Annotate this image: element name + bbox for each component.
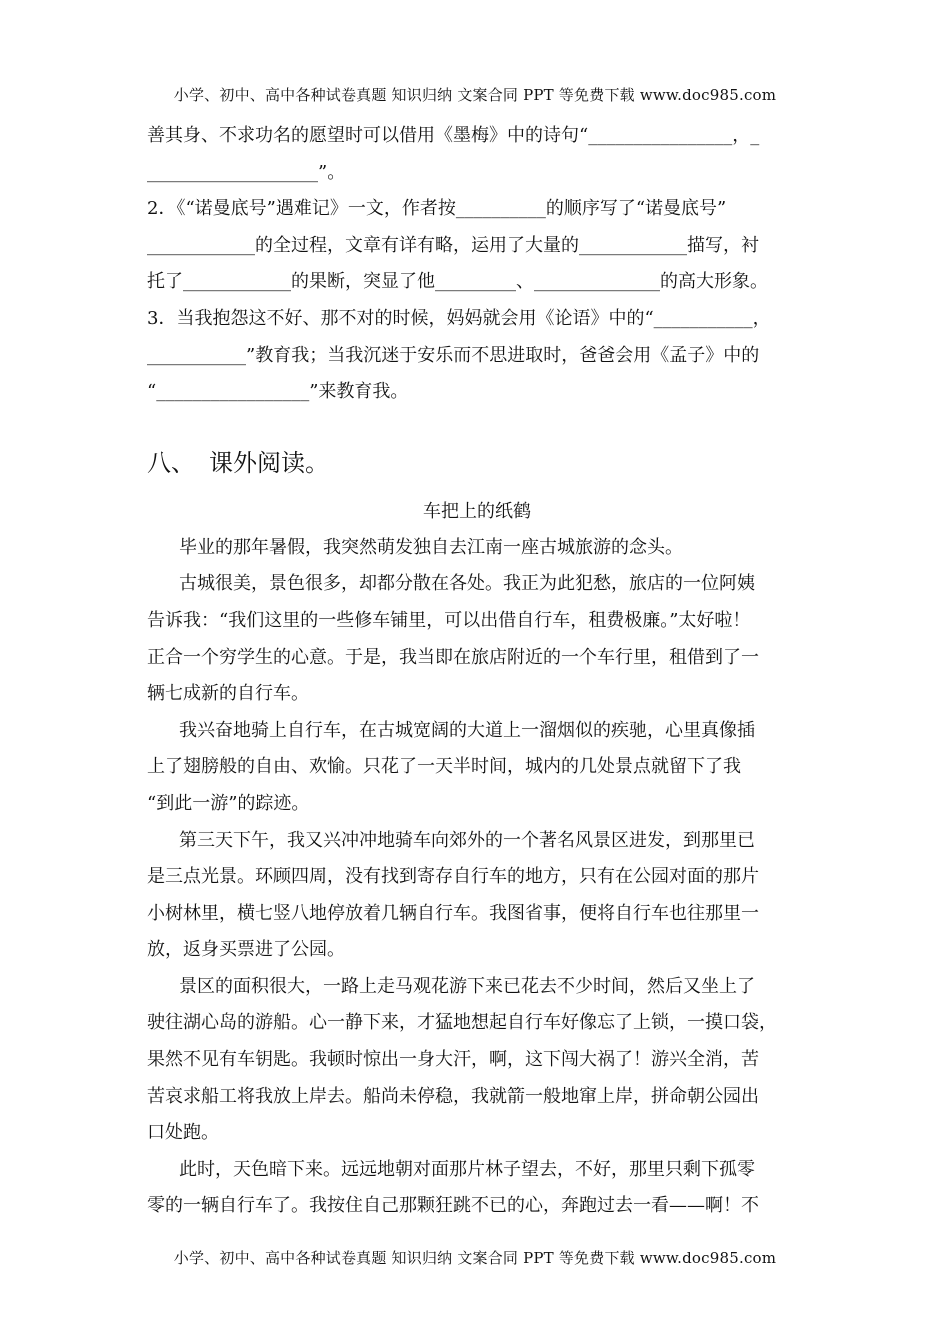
story-line: 果然不见有车钥匙。我顿时惊出一身大汗，啊，这下闯大祸了！游兴全消，苦 — [147, 1049, 759, 1071]
story-line: 告诉我：“我们这里的一些修车铺里，可以出借自行车，租费极廉。”太好啦！ — [147, 609, 751, 631]
section-number: 八、 — [147, 448, 195, 477]
question-line: ___________”教育我；当我沉迷于安乐而不思进取时，爸爸会用《孟子》中的 — [147, 344, 760, 366]
story-line: 古城很美，景色很多，却都分散在各处。我正为此犯愁，旅店的一位阿姨 — [179, 573, 755, 595]
story-line: 口处跑。 — [147, 1122, 219, 1144]
question-line: “_________________”来教育我。 — [147, 381, 409, 403]
question-line: 善其身、不求功名的愿望时可以借用《墨梅》中的诗句“________________，_ — [147, 125, 760, 146]
story-line: 景区的面积很大，一路上走马观花游下来已花去不少时间，然后又坐上了 — [179, 975, 755, 997]
question-line: ___________________”。 — [147, 161, 346, 183]
story-line: 毕业的那年暑假，我突然萌发独自去江南一座古城旅游的念头。 — [179, 536, 683, 558]
page-footer: 小学、初中、高中各种试卷真题 知识归纳 文案合同 PPT 等免费下载 www.doc985.com — [173, 1249, 777, 1267]
story-line: 零的一辆自行车了。我按住自己那颗狂跳不已的心，奔跑过去一看——啊！不 — [147, 1195, 759, 1217]
story-line: 小树林里，横七竖八地停放着几辆自行车。我图省事，便将自行车也往那里一 — [147, 902, 759, 924]
question-line: ____________的全过程，文章有详有略，运用了大量的____________描写，衬 — [147, 234, 759, 256]
story-line: 苦哀求船工将我放上岸去。船尚未停稳，我就箭一般地窜上岸，拼命朝公园出 — [147, 1085, 759, 1107]
fill-in-questions — [147, 118, 807, 411]
story-line: “到此一游”的踪迹。 — [147, 792, 310, 814]
document-body — [147, 118, 807, 1225]
story-line: 辆七成新的自行车。 — [147, 683, 309, 705]
story-line: 驶往湖心岛的游船。心一静下来，才猛地想起自行车好像忘了上锁，一摸口袋， — [147, 1012, 777, 1034]
story-line: 我兴奋地骑上自行车，在古城宽阔的大道上一溜烟似的疾驰，心里真像插 — [179, 719, 755, 741]
story-line: 正合一个穷学生的心意。于是，我当即在旅店附近的一个车行里，租借到了一 — [147, 646, 759, 668]
page-header: 小学、初中、高中各种试卷真题 知识归纳 文案合同 PPT 等免费下载 www.doc985.com — [173, 86, 777, 104]
story-text — [147, 530, 807, 1225]
story-line: 此时，天色暗下来。远远地朝对面那片林子望去，不好，那里只剩下孤零 — [179, 1158, 755, 1180]
story-line: 放，返身买票进了公园。 — [147, 939, 345, 961]
question-line: 托了____________的果断，突显了他_________、______________的高大形象。 — [147, 271, 768, 293]
section-title: 课外阅读。 — [209, 448, 329, 477]
story-line: 是三点光景。环顾四周，没有找到寄存自行车的地方，只有在公园对面的那片 — [147, 866, 759, 888]
story-line: 第三天下午，我又兴冲冲地骑车向郊外的一个著名风景区进发，到那里已 — [179, 829, 755, 851]
story-line: 上了翅膀般的自由、欢愉。只花了一天半时间，城内的几处景点就留下了我 — [147, 756, 741, 778]
story-title: 车把上的纸鹤 — [423, 500, 531, 522]
question-line: 3．当我抱怨这不好、那不对的时候，妈妈就会用《论语》中的“___________， — [147, 307, 771, 329]
section-heading — [147, 440, 807, 486]
question-line: 2．《“诺曼底号”遇难记》一文，作者按__________的顺序写了“诺曼底号” — [147, 198, 727, 220]
